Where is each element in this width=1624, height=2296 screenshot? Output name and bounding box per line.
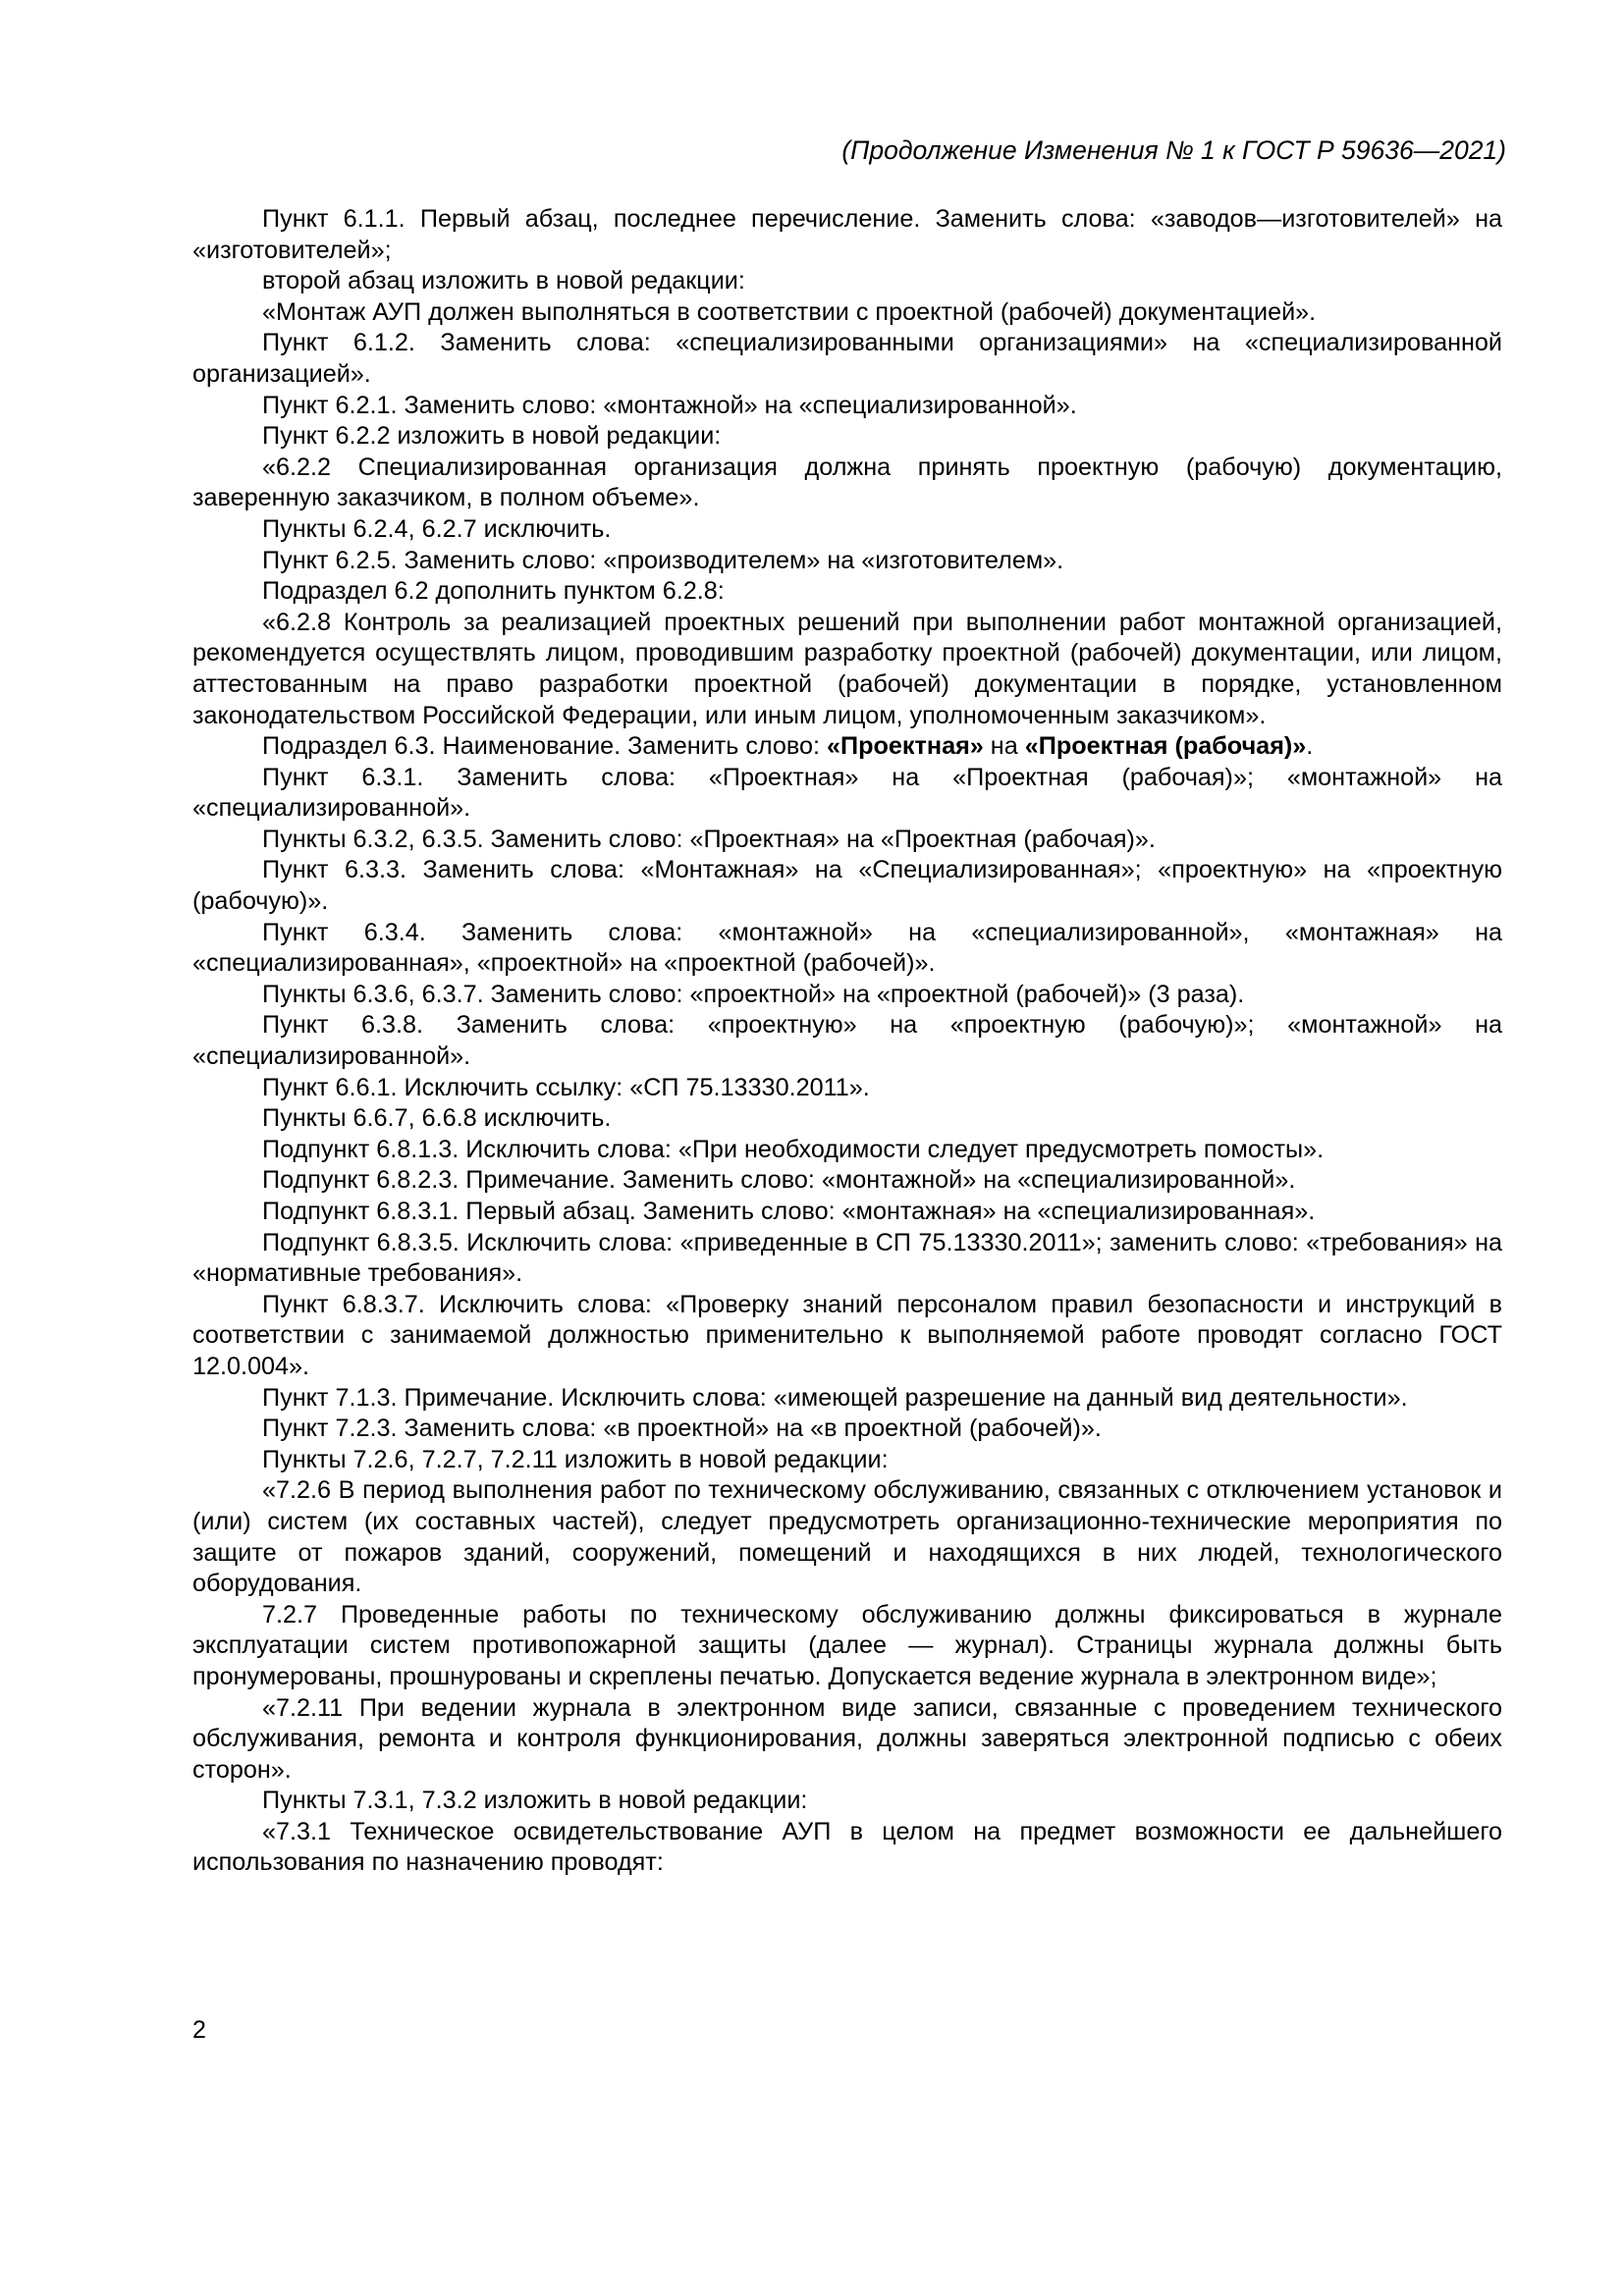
paragraph: Подпункт 6.8.2.3. Примечание. Заменить слово: «монтажной» на «специализированной». (262, 1166, 1296, 1195)
paragraph-text: на (983, 732, 1025, 761)
paragraph: Пункт 6.2.1. Заменить слово: «монтажной» на «специализированной». (262, 391, 1077, 419)
paragraph: Пункты 6.6.7, 6.6.8 исключить. (262, 1104, 612, 1133)
paragraph: Пункт 6.3.3. Заменить слова: «Монтажная» на «Специализированная»; «проектную» на «проектную (рабочую)». (192, 856, 1502, 916)
paragraph: второй абзац изложить в новой редакции: (262, 267, 745, 295)
paragraph: Пункт 6.1.2. Заменить слова: «специализированными организациями» на «специализированной организацией». (192, 329, 1502, 388)
paragraph: Пункты 7.3.1, 7.3.2 изложить в новой редакции: (262, 1787, 808, 1815)
paragraph: «6.2.2 Специализированная организация должна принять проектную (рабочую) документацию, заверенную заказчиком, в полном объеме». (192, 453, 1502, 512)
paragraph: Пункт 7.2.3. Заменить слова: «в проектной» на «в проектной (рабочей)». (262, 1415, 1102, 1443)
paragraph: Пункт 6.2.2 изложить в новой редакции: (262, 422, 722, 451)
paragraph: «6.2.8 Контроль за реализацией проектных решений при выполнении работ монтажной организацией, рекомендуется осуществлять лицом, проводившим разработку проектной (рабочей) документации, или лицом, аттестованным на право разработки проектной (рабочей) документации в порядке, установленном законодательством Российской Федерации, или иным лицом, уполномоченным заказчиком». (192, 608, 1502, 729)
page-number: 2 (192, 2016, 206, 2044)
running-header: (Продолжение Изменения № 1 к ГОСТ Р 59636—2021) (841, 135, 1506, 165)
bold-term: «Проектная» (827, 732, 984, 761)
bold-term: «Проектная (рабочая)» (1024, 732, 1307, 761)
paragraph: «7.3.1 Техническое освидетельствование АУП в целом на предмет возможности ее дальнейшего использования по назначению проводят: (192, 1817, 1502, 1877)
paragraph: Пункты 6.2.4, 6.2.7 исключить. (262, 514, 612, 543)
paragraph: Пункт 6.6.1. Исключить ссылку: «СП 75.13330.2011». (262, 1073, 870, 1101)
paragraph: Пункт 6.3.1. Заменить слова: «Проектная» на «Проектная (рабочая)»; «монтажной» на «специализированной». (192, 763, 1502, 823)
paragraph: Подпункт 6.8.3.5. Исключить слова: «приведенные в СП 75.13330.2011»; заменить слово: «требования» на «нормативные требования». (192, 1228, 1502, 1288)
paragraph-mixed (192, 731, 1502, 763)
paragraph: Пункты 7.2.6, 7.2.7, 7.2.11 изложить в новой редакции: (262, 1445, 889, 1473)
document-body (192, 204, 1502, 1879)
paragraph: «7.2.11 При ведении журнала в электронном виде записи, связанные с проведением технического обслуживания, ремонта и контроля функционирования, должны заверяться электронной подписью с обеих сторон». (192, 1693, 1502, 1784)
paragraph: Подпункт 6.8.1.3. Исключить слова: «При необходимости следует предусмотреть помосты». (262, 1135, 1325, 1163)
paragraph: Пункт 6.1.1. Первый абзац, последнее перечисление. Заменить слова: «заводов—изготовителей» на «изготовителей»; (192, 205, 1502, 264)
paragraph: Пункт 6.3.8. Заменить слова: «проектную» на «проектную (рабочую)»; «монтажной» на «специализированной». (192, 1011, 1502, 1071)
paragraph: Подраздел 6.2 дополнить пунктом 6.2.8: (262, 577, 725, 606)
paragraph: Пункт 6.8.3.7. Исключить слова: «Проверку знаний персоналом правил безопасности и инструкций в соответствии с занимаемой должностью применительно к выполняемой работе проводят согласно ГОСТ 12.0.004». (192, 1290, 1502, 1380)
paragraph: Пункт 6.2.5. Заменить слово: «производителем» на «изготовителем». (262, 546, 1064, 574)
paragraph: Пункт 6.3.4. Заменить слова: «монтажной» на «специализированной», «монтажная» на «специализированная», «проектной» на «проектной (рабочей)». (192, 918, 1502, 978)
paragraph: Подпункт 6.8.3.1. Первый абзац. Заменить слово: «монтажная» на «специализированная». (262, 1198, 1316, 1225)
paragraph: Пункт 7.1.3. Примечание. Исключить слова: «имеющей разрешение на данный вид деятельности». (262, 1383, 1408, 1412)
paragraph: 7.2.7 Проведенные работы по техническому обслуживанию должны фиксироваться в журнале эксплуатации систем противопожарной защиты (далее — журнал). Страницы журнала должны быть пронумерованы, прошнурованы и скреплены печатью. Допускается ведение журнала в электронном виде»; (192, 1600, 1502, 1690)
paragraph: Пункты 6.3.6, 6.3.7. Заменить слово: «проектной» на «проектной (рабочей)» (3 раза). (262, 980, 1245, 1008)
paragraph-text: . (1306, 732, 1314, 761)
paragraph: «7.2.6 В период выполнения работ по техническому обслуживанию, связанных с отключением установок и (или) систем (их составных частей), следует предусмотреть организационно-технические мероприятия по защите от пожаров зданий, сооружений, помещений и находящихся в них людей, технологического оборудования. (192, 1476, 1502, 1598)
paragraph-text: Подраздел 6.3. Наименование. Заменить слово: (262, 732, 828, 761)
paragraph: «Монтаж АУП должен выполняться в соответствии с проектной (рабочей) документацией». (262, 297, 1317, 326)
paragraph: Пункты 6.3.2, 6.3.5. Заменить слово: «Проектная» на «Проектная (рабочая)». (262, 825, 1156, 853)
